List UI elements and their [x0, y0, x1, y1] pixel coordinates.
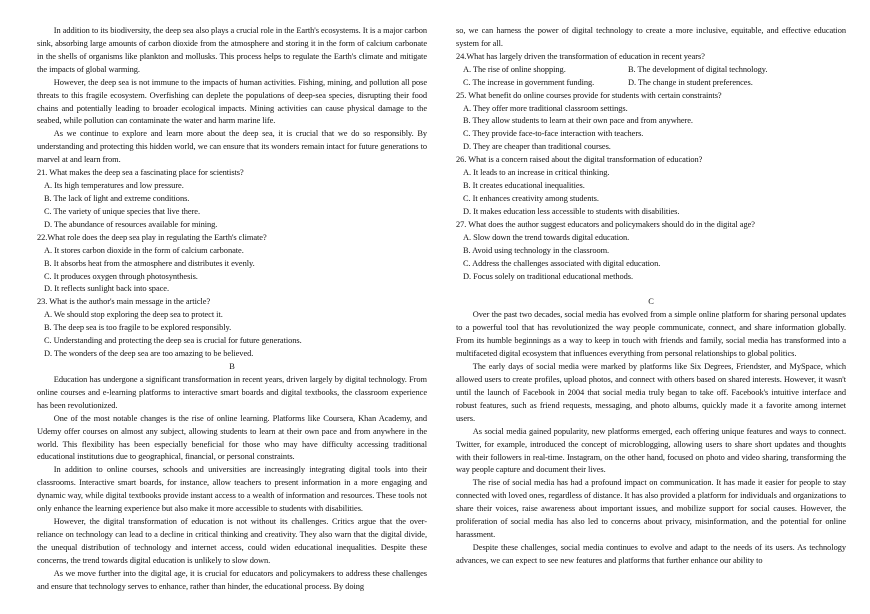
option: A. Its high temperatures and low pressure.	[44, 181, 184, 191]
paragraph: However, the deep sea is not immune to the impacts of human activities. Fishing, mining, and pollution all pose threats to this fragile ecosystem. Overfishing can deplete the populations of deep-sea species, disrupting their food chains and potentially leading to broader ecological impacts. Mining activities can cause physical damage to the seabed, while pollution can contaminate the water and harm marine life.	[37, 77, 427, 126]
option: A. We should stop exploring the deep sea to protect it.	[44, 310, 223, 320]
option: B. It absorbs heat from the atmosphere and distributes it evenly.	[44, 258, 255, 268]
option: C. The increase in government funding.	[463, 77, 595, 87]
option: D. The change in student preferences.	[628, 77, 753, 87]
paragraph: As we continue to explore and learn more about the deep sea, it is crucial that we do so responsibly. By understanding and protecting this hidden world, we can ensure that its wonders remain intact for future generations to marvel at and learn from.	[37, 129, 427, 165]
paragraph: In addition to its biodiversity, the deep sea also plays a crucial role in the Earth's ecosystems. It is a major carbon sink, absorbing large amounts of carbon dioxide from the atmosphere and storing it in the form of calcium carbonate in the shells of organisms like plankton and mollusks. This process helps to regulate the Earth's climate and mitigate the impacts of global warming.	[37, 26, 427, 74]
option: A. The rise of online shopping.	[463, 64, 566, 74]
option: D. It reflects sunlight back into space.	[44, 284, 169, 294]
paragraph: The rise of social media has had a profound impact on communication. It has made it easier for people to stay connected with loved ones, regardless of distance. It has also provided a platform for individuals and organizations to share their voices, raise awareness about important issues, and mobilize support for social causes. However, the proliferation of social media has also led to concerns about privacy, misinformation, and the potential for online harassment.	[456, 478, 846, 540]
option-row	[456, 77, 846, 90]
paragraph: One of the most notable changes is the rise of online learning. Platforms like Coursera, Khan Academy, and Udemy offer courses on almost any subject, allowing students to learn at their own pace and from anywhere in the world. This flexibility has been especially beneficial for those who may have difficulty accessing traditional educational institutions due to geographical, financial, or personal constraints.	[37, 413, 427, 462]
option: A. They offer more traditional classroom settings.	[463, 103, 628, 113]
option: D. The abundance of resources available for mining.	[44, 219, 218, 229]
option: B. Avoid using technology in the classroom.	[463, 245, 610, 255]
option-row	[456, 64, 846, 77]
question-22: 22.What role does the deep sea play in regulating the Earth's climate?	[37, 232, 267, 242]
option: B. They allow students to learn at their own pace and from anywhere.	[463, 116, 693, 126]
option: C. It produces oxygen through photosynthesis.	[44, 271, 198, 281]
spacer	[456, 283, 846, 296]
option: C. Understanding and protecting the deep sea is crucial for future generations.	[44, 336, 302, 346]
section-label-c: C	[648, 297, 654, 307]
option: A. Slow down the trend towards digital education.	[463, 232, 630, 242]
option: C. It enhances creativity among students.	[463, 193, 599, 203]
question-26: 26. What is a concern raised about the digital transformation of education?	[456, 155, 703, 165]
paragraph: Despite these challenges, social media continues to evolve and adapt to the needs of its users. As technology advances, we can expect to see new features and platforms that further enhance our ability to	[456, 542, 846, 565]
right-column	[456, 25, 846, 568]
option: A. It leads to an increase in critical thinking.	[463, 168, 610, 178]
paragraph: In addition to online courses, schools and universities are increasingly integrating digital tools into their classrooms. Interactive smart boards, for instance, allow teachers to present information in a more engaging and dynamic way, while digital textbooks provide instant access to a wealth of information and resources. These tools not only enhance the learning experience but also make it more accessible to students with disabilities.	[37, 465, 427, 514]
paragraph: The early days of social media were marked by platforms like Six Degrees, Friendster, and MySpace, which allowed users to create profiles, upload photos, and connect with others based on shared interests. However, it wasn't until the launch of Facebook in 2004 that social media truly began to take off. Facebook's intuitive interface and robust features, such as friend requests, messaging, and photo albums, quickly made it a favorite among internet users.	[456, 362, 846, 423]
continued-paragraph: so, we can harness the power of digital technology to create a more inclusive, equitable, and effective education system for all.	[456, 26, 846, 48]
question-27: 27. What does the author suggest educators and policymakers should do in the digital age?	[456, 219, 755, 229]
question-21: 21. What makes the deep sea a fascinating place for scientists?	[37, 168, 244, 178]
section-label-b: B	[229, 361, 235, 371]
option: C. Address the challenges associated with digital education.	[463, 258, 661, 268]
option: D. They are cheaper than traditional courses.	[463, 142, 611, 152]
paragraph: However, the digital transformation of education is not without its challenges. Critics argue that the over-reliance on technology can lead to a decline in critical thinking and creativity. They also warn that the digital divide, the unequal distribution of technology and internet access, could widen educational inequalities. Despite these concerns, the trend towards digital education is unlikely to slow down.	[37, 517, 427, 565]
option: B. The development of digital technology.	[628, 64, 768, 74]
option: A. It stores carbon dioxide in the form of calcium carbonate.	[44, 245, 244, 255]
option: B. It creates educational inequalities.	[463, 181, 585, 191]
paragraph: As social media gained popularity, new platforms emerged, each offering unique features and ways to connect. Twitter, for example, introduced the concept of microblogging, allowing users to share short updates and thoughts with their followers in real-time. Instagram, on the other hand, focused on photo and video sharing, transforming the way people capture and document their lives.	[456, 426, 846, 475]
option: D. The wonders of the deep sea are too amazing to be believed.	[44, 349, 254, 359]
question-25: 25. What benefit do online courses provide for students with certain constraints?	[456, 90, 722, 100]
question-24: 24.What has largely driven the transformation of education in recent years?	[456, 51, 705, 61]
option: C. The variety of unique species that live there.	[44, 206, 201, 216]
option: C. They provide face-to-face interaction with teachers.	[463, 129, 644, 139]
option: D. It makes education less accessible to students with disabilities.	[463, 206, 680, 216]
option: D. Focus solely on traditional educational methods.	[463, 271, 634, 281]
option: B. The deep sea is too fragile to be explored responsibly.	[44, 323, 232, 333]
paragraph: Education has undergone a significant transformation in recent years, driven largely by digital technology. From online courses and e-learning platforms to interactive smart boards and digital textbooks, the classroom experience has been revolutionized.	[37, 374, 427, 410]
paragraph: As we move further into the digital age, it is crucial for educators and policymakers to address these challenges and ensure that technology serves to enhance, rather than hinder, the educational process. By doing	[37, 568, 427, 591]
question-23: 23. What is the author's main message in the article?	[37, 297, 211, 307]
option: B. The lack of light and extreme conditions.	[44, 193, 190, 203]
left-column	[37, 25, 427, 594]
paragraph: Over the past two decades, social media has evolved from a simple online platform for sharing personal updates to a powerful tool that has revolutionized the way people communicate, connect, and share information globally. From its humble beginnings as a way to keep in touch with friends and family, social media has transformed into a multifaceted digital ecosystem that influences everything from personal relationships to global politics.	[456, 310, 846, 359]
